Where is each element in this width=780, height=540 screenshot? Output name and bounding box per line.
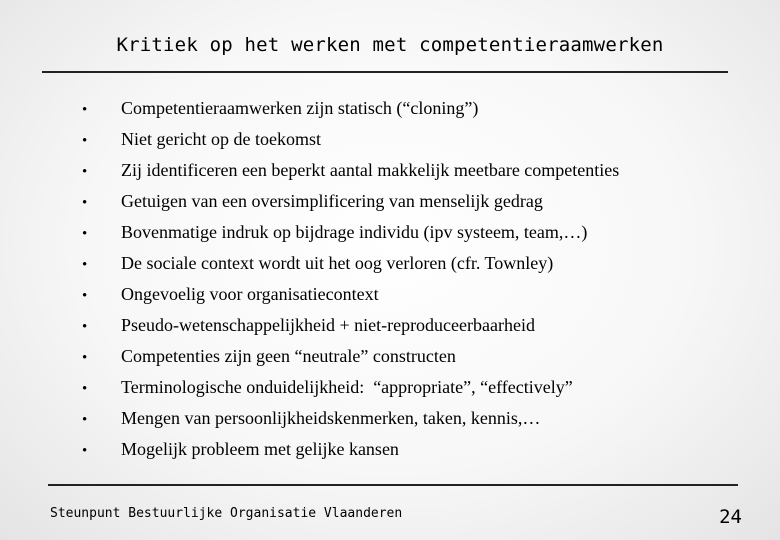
list-item [82, 94, 619, 125]
title-divider [42, 71, 728, 73]
bullet-text: Niet gericht op de toekomst [121, 129, 321, 149]
bullet-icon: • [82, 319, 88, 335]
list-item [82, 435, 619, 466]
bullet-icon: • [82, 226, 88, 242]
bullet-text: Mengen van persoonlijkheidskenmerken, taken, kennis,… [121, 408, 541, 428]
bullet-text: De sociale context wordt uit het oog verloren (cfr. Townley) [121, 253, 554, 273]
bullet-icon: • [82, 443, 88, 459]
bullet-icon: • [82, 195, 88, 211]
bullet-icon: • [82, 102, 88, 118]
list-item [82, 404, 619, 435]
bullet-list [82, 94, 619, 466]
bullet-icon: • [82, 412, 88, 428]
list-item [82, 125, 619, 156]
bullet-icon: • [82, 164, 88, 180]
bullet-text: Competentieraamwerken zijn statisch (“cloning”) [121, 98, 479, 118]
page-number: 24 [719, 506, 742, 528]
bullet-text: Getuigen van een oversimplificering van menselijk gedrag [121, 191, 543, 211]
list-item [82, 218, 619, 249]
slide-title: Kritiek op het werken met competentieraamwerken [116, 34, 664, 56]
footer-divider [48, 484, 738, 486]
bullet-text: Terminologische onduidelijkheid: “appropriate”, “effectively” [121, 377, 573, 397]
bullet-text: Pseudo-wetenschappelijkheid + niet-reproduceerbaarheid [121, 315, 535, 335]
bullet-icon: • [82, 257, 88, 273]
list-item [82, 373, 619, 404]
footer-organisation: Steunpunt Bestuurlijke Organisatie Vlaanderen [50, 506, 403, 521]
bullet-text: Ongevoelig voor organisatiecontext [121, 284, 379, 304]
bullet-text: Competenties zijn geen “neutrale” constructen [121, 346, 456, 366]
list-item [82, 187, 619, 218]
bullet-icon: • [82, 288, 88, 304]
bullet-text: Mogelijk probleem met gelijke kansen [121, 439, 399, 459]
bullet-icon: • [82, 381, 88, 397]
bullet-text: Zij identificeren een beperkt aantal makkelijk meetbare competenties [121, 160, 620, 180]
list-item [82, 311, 619, 342]
list-item [82, 156, 619, 187]
list-item [82, 342, 619, 373]
bullet-icon: • [82, 133, 88, 149]
bullet-icon: • [82, 350, 88, 366]
list-item [82, 249, 619, 280]
bullet-text: Bovenmatige indruk op bijdrage individu (ipv systeem, team,…) [121, 222, 588, 242]
list-item [82, 280, 619, 311]
